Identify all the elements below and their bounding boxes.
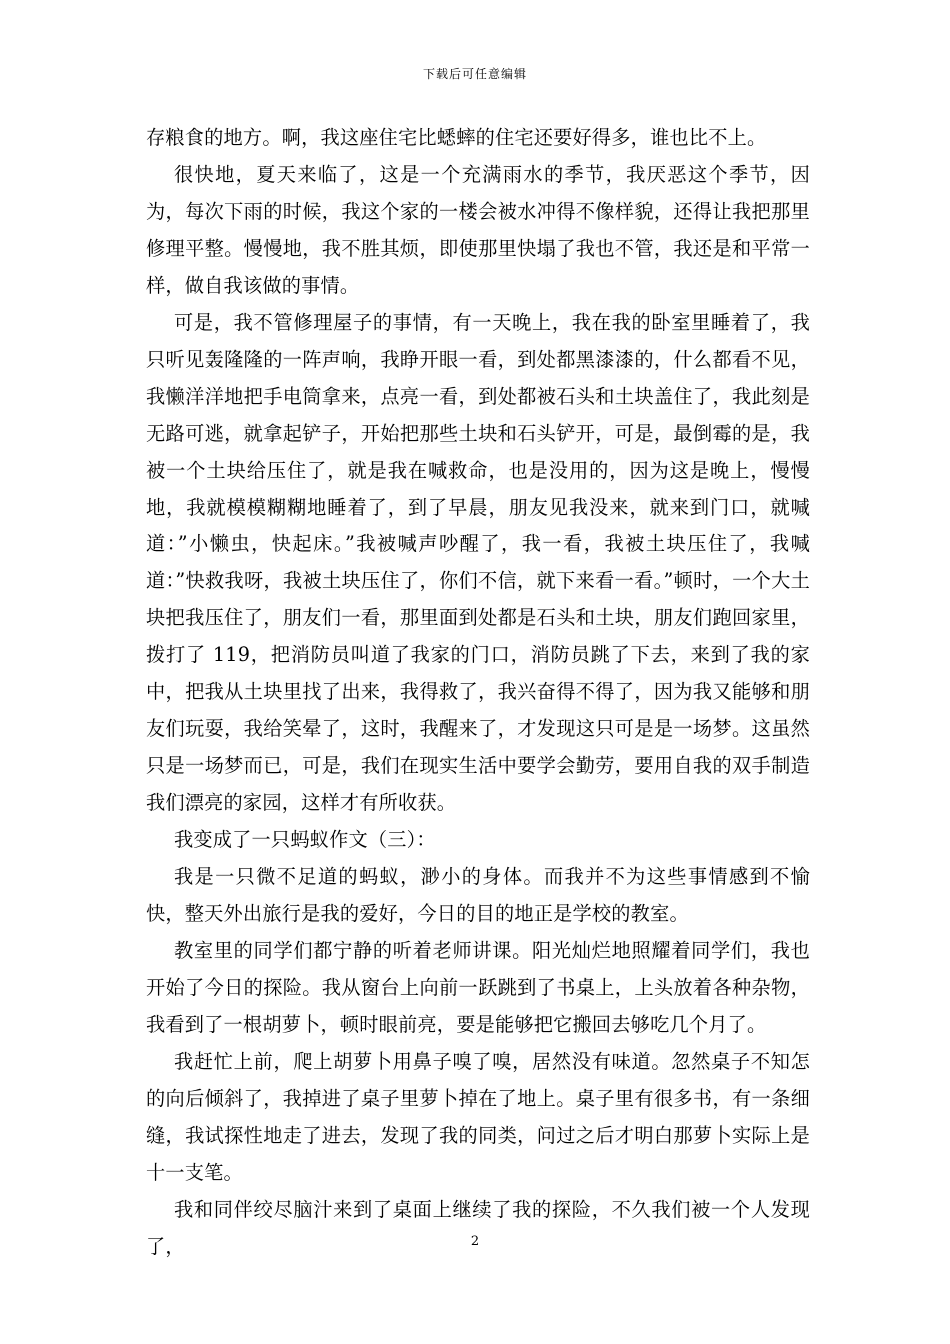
paragraph: 我和同伴绞尽脑汁来到了桌面上继续了我的探险，不久我们被一个人发现了， xyxy=(146,1197,810,1258)
page-header: 下载后可任意编辑 xyxy=(422,67,527,81)
paragraph: 我是一只微不足道的蚂蚁，渺小的身体。而我并不为这些事情感到不愉快，整天外出旅行是我的爱好，今日的目的地正是学校的教室。 xyxy=(146,865,810,926)
page-number: 2 xyxy=(470,1234,480,1249)
section-heading: 我变成了一只蚂蚁作文（三）： xyxy=(174,828,436,852)
document-body xyxy=(146,120,810,1266)
paragraph: 教室里的同学们都宁静的听着老师讲课。阳光灿烂地照耀着同学们，我也开始了今日的探险。我从窗台上向前一跃跳到了书桌上，上头放着各种杂物，我看到了一根胡萝卜，顿时眼前亮，要是能够把它搬回去够吃几个月了。 xyxy=(146,938,810,1036)
paragraph: 可是，我不管修理屋子的事情，有一天晚上，我在我的卧室里睡着了，我只听见轰隆隆的一阵声响，我睁开眼一看，到处都黑漆漆的，什么都看不见，我懒洋洋地把手电筒拿来，点亮一看，到处都被石头和土块盖住了，我此刻是无路可逃，就拿起铲子，开始把那些土块和石头铲开，可是，最倒霉的是，我被一个土块给压住了，就是我在喊救命，也是没用的，因为这是晚上，慢慢地，我就模模糊糊地睡着了，到了早晨，朋友见我没来，就来到门口，就喊道：”小懒虫，快起床。”我被喊声吵醒了，我一看，我被土块压住了，我喊道：”快救我呀，我被土块压住了，你们不信，就下来看一看。”顿时，一个大土块把我压住了，朋友们一看，那里面到处都是石头和土块，朋友们跑回家里，拨打了 119，把消防员叫道了我家的门口，消防员跳了下去，来到了我的家中，把我从土块里找了出来，我得救了，我兴奋得不得了，因为我又能够和朋友们玩耍，我给笑晕了，这时，我醒来了，才发现这只可是是一场梦。这虽然只是一场梦而已，可是，我们在现实生活中要学会勤劳，要用自我的双手制造我们漂亮的家园，这样才有所收获。 xyxy=(146,310,810,815)
paragraph: 很快地，夏天来临了，这是一个充满雨水的季节，我厌恶这个季节，因为，每次下雨的时候，我这个家的一楼会被水冲得不像样貌，还得让我把那里修理平整。慢慢地，我不胜其烦，即使那里快塌了我也不管，我还是和平常一样，做自我该做的事情。 xyxy=(146,162,810,297)
paragraph: 存粮食的地方。啊，我这座住宅比蟋蟀的住宅还要好得多，谁也比不上。 xyxy=(146,126,767,149)
paragraph: 我赶忙上前，爬上胡萝卜用鼻子嗅了嗅，居然没有味道。忽然桌子不知怎的向后倾斜了，我掉进了桌子里萝卜掉在了地上。桌子里有很多书，有一条细缝，我试探性地走了进去，发现了我的同类，问过之后才明白那萝卜实际上是十一支笔。 xyxy=(146,1049,810,1184)
